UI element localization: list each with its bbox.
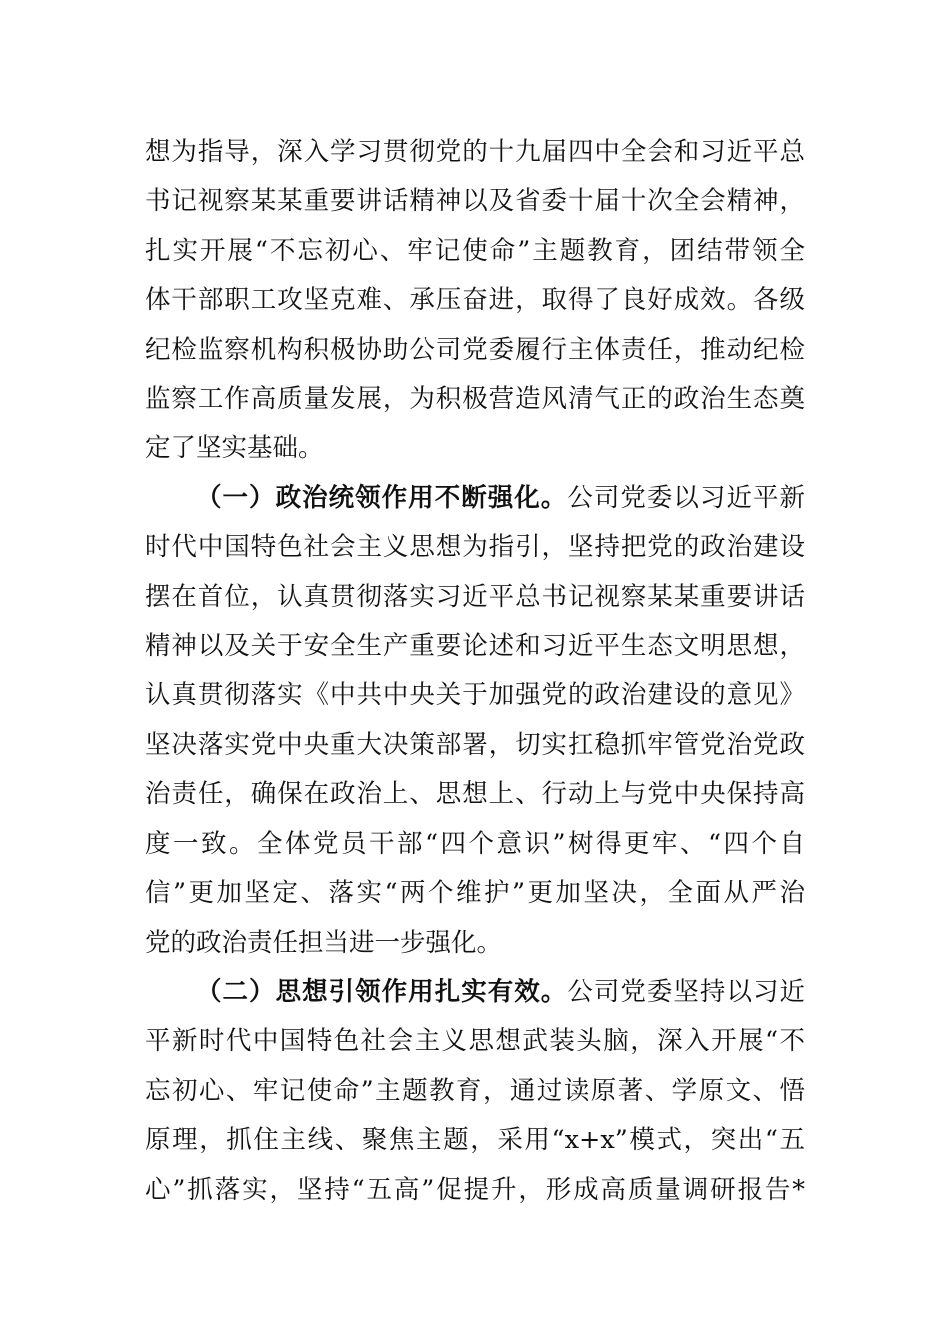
text-line: 体干部职工攻坚克难、承压奋进，取得了良好成效。各级 [145,285,805,316]
text-line: 党的政治责任担当进一步强化。 [145,927,503,958]
document-page [145,128,805,1215]
text-line: 监察工作高质量发展，为积极营造风清气正的政治生态奠 [145,384,805,415]
text-line: 原理，抓住主线、聚焦主题，采用“x+x”模式，突出“五 [145,1125,805,1156]
text-line: 信”更加坚定、落实“两个维护”更加坚决，全面从严治 [145,878,805,909]
text-run: 公司党委坚持以习近 [567,976,805,1007]
paragraph-political-leadership [145,474,805,968]
text-line: 精神以及关于安全生产重要论述和习近平生态文明思想， [145,631,805,662]
text-line: 想为指导，深入学习贯彻党的十九届四中全会和习近平总 [145,137,805,167]
text-line: 心”抓落实，坚持“五高”促提升，形成高质量调研报告* [145,1174,805,1205]
text-line [145,968,805,1017]
section-heading: （一）政治统领作用不断强化。 [196,482,568,513]
text-line: 时代中国特色社会主义思想为指引，坚持把党的政治建设 [145,532,805,563]
text-line: 摆在首位，认真贯彻落实习近平总书记视察某某重要讲话 [145,581,805,612]
text-line: 治责任，确保在政治上、思想上、行动上与党中央保持高 [145,779,805,810]
paragraph-intro [145,128,805,474]
paragraph-ideological-leadership [145,968,805,1215]
text-line: 书记视察某某重要讲话精神以及省委十届十次全会精神， [145,186,805,217]
text-line: 度一致。全体党员干部“四个意识”树得更牢、“四个自 [145,828,805,859]
text-line: 坚决落实党中央重大决策部署，切实扛稳抓牢管党治党政 [145,729,805,760]
text-line [145,474,805,523]
section-heading: （二）思想引领作用扎实有效。 [196,976,568,1007]
text-line: 认真贯彻落实《中共中央关于加强党的政治建设的意见》 [145,680,805,711]
text-run: 公司党委以习近平新 [567,482,805,513]
text-line: 平新时代中国特色社会主义思想武装头脑，深入开展“不 [145,1026,805,1057]
text-line: 扎实开展“不忘初心、牢记使命”主题教育，团结带领全 [145,235,805,266]
text-line: 忘初心、牢记使命”主题教育，通过读原著、学原文、悟 [145,1075,805,1106]
text-line: 定了坚实基础。 [145,433,324,464]
text-line: 纪检监察机构积极协助公司党委履行主体责任，推动纪检 [145,334,805,365]
